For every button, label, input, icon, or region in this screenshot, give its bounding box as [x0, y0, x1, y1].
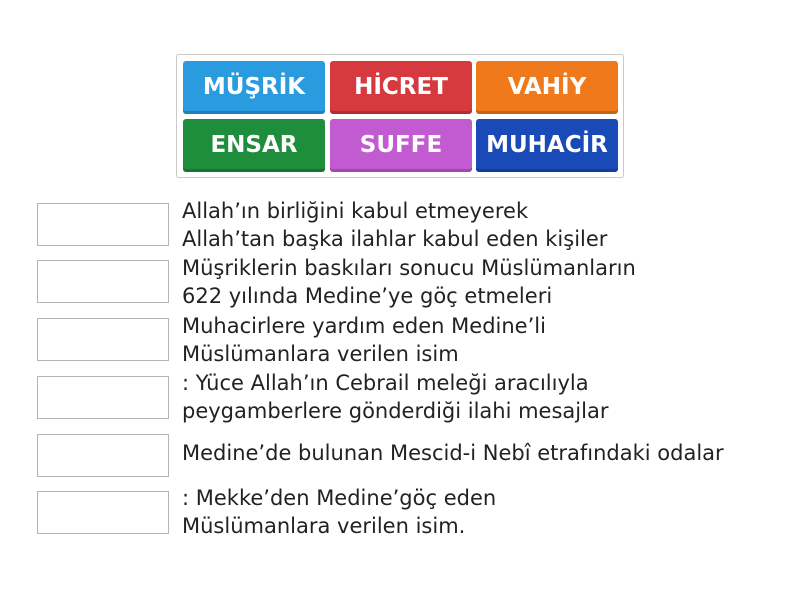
tile-muhacir[interactable]: MUHACİR	[476, 119, 618, 172]
drop-box-2[interactable]	[37, 260, 169, 303]
clue-1	[182, 197, 782, 253]
clue-6	[182, 484, 782, 540]
tile-vahiy[interactable]: VAHİY	[476, 61, 618, 114]
clue-3-line-1: Muhacirlere yardım eden Medine’li	[182, 314, 546, 338]
tile-hicret[interactable]: HİCRET	[330, 61, 472, 114]
tile-musrik[interactable]: MÜŞRİK	[183, 61, 325, 114]
tile-suffe[interactable]: SUFFE	[330, 119, 472, 172]
drop-box-3[interactable]	[37, 318, 169, 361]
clue-4-line-1: : Yüce Allah’ın Cebrail meleği aracılıyla	[182, 371, 589, 395]
clue-2-line-2: 622 yılında Medine’ye göç etmeleri	[182, 284, 553, 308]
clue-2	[182, 254, 782, 310]
clue-1-line-2: Allah’tan başka ilahlar kabul eden kişiler	[182, 227, 608, 251]
clue-5	[182, 439, 782, 467]
drop-box-4[interactable]	[37, 376, 169, 419]
clue-3	[182, 312, 782, 368]
drop-box-5[interactable]	[37, 434, 169, 477]
clue-6-line-1: : Mekke’den Medine’göç eden	[182, 486, 497, 510]
clue-1-line-1: Allah’ın birliğini kabul etmeyerek	[182, 199, 529, 223]
clue-6-line-2: Müslümanlara verilen isim.	[182, 514, 466, 538]
clue-3-line-2: Müslümanlara verilen isim	[182, 342, 459, 366]
clue-5-line-1: Medine’de bulunan Mescid-i Nebî etrafındaki odalar	[182, 441, 724, 465]
clue-2-line-1: Müşriklerin baskıları sonucu Müslümanların	[182, 256, 636, 280]
drop-box-1[interactable]	[37, 203, 169, 246]
tile-ensar[interactable]: ENSAR	[183, 119, 325, 172]
clue-4-line-2: peygamberlere gönderdiği ilahi mesajlar	[182, 399, 609, 423]
tile-bank	[176, 54, 624, 178]
drop-box-6[interactable]	[37, 491, 169, 534]
clue-4	[182, 369, 782, 425]
